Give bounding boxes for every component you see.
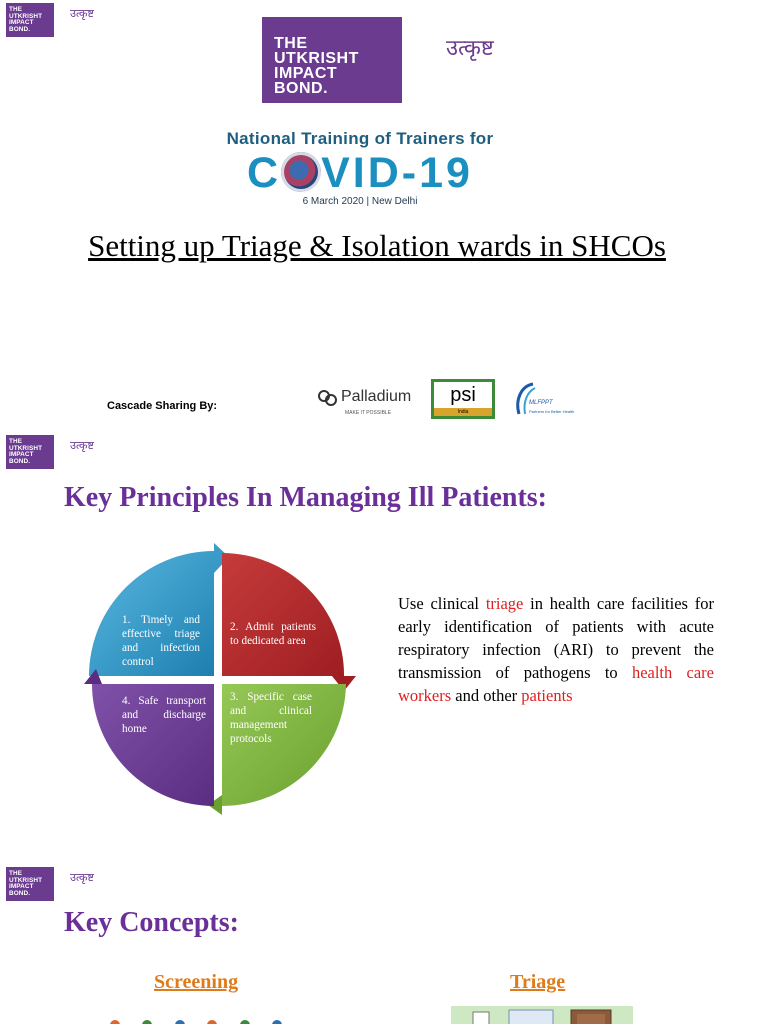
- para-highlight-hcw: health care workers: [398, 663, 714, 705]
- logo-line: UTKRISHT: [274, 50, 359, 67]
- palladium-logo: Palladium: [341, 388, 412, 405]
- utkrisht-logo-small: [6, 867, 54, 901]
- para-text: and other: [451, 686, 522, 705]
- logo-line: UTKRISHT: [9, 444, 43, 452]
- logo-line: IMPACT: [274, 65, 338, 82]
- logo-line: THE: [274, 35, 308, 52]
- logo-line: IMPACT: [9, 19, 34, 27]
- banner-date: 6 March 2020 | New Delhi: [302, 196, 418, 207]
- cycle-step-3: 3. Specific case and clinical management protocols: [230, 691, 312, 745]
- palladium-tagline: MAKE IT POSSIBLE: [345, 410, 392, 416]
- concept-screening: Screening: [154, 971, 239, 993]
- hindi-wordmark-large: उत्कृष्ट: [446, 36, 494, 61]
- hindi-wordmark: उत्कृष्ट: [70, 7, 94, 20]
- logo-line: UTKRISHT: [9, 12, 43, 20]
- slide-title: [0, 0, 768, 432]
- virus-icon: [281, 152, 321, 192]
- triage-room-icon: [451, 1006, 633, 1024]
- logo-line: BOND.: [9, 889, 31, 897]
- mlfppt-tagline: Partners for Better Health: [529, 409, 575, 414]
- logo-line: BOND.: [9, 25, 31, 33]
- banner-heading: National Training of Trainers for: [226, 129, 494, 148]
- hindi-wordmark: उत्कृष्ट: [70, 871, 94, 884]
- page-title: Setting up Triage & Isolation wards in SHCOs: [88, 228, 666, 263]
- logo-line: THE: [9, 870, 23, 877]
- person-icon: [272, 1020, 282, 1024]
- principles-cycle-diagram: [84, 543, 360, 815]
- logo-line: UTKRISHT: [9, 876, 43, 884]
- utkrisht-logo-small: [6, 435, 54, 469]
- logo-line: THE: [9, 438, 23, 445]
- logo-line: IMPACT: [9, 883, 34, 891]
- triage-description: [398, 592, 714, 707]
- banner-covid-wordmark: [167, 150, 553, 196]
- psi-india-bar: India: [434, 408, 492, 416]
- cycle-segments: [84, 543, 360, 815]
- cycle-step-4: 4. Safe transport and discharge home: [122, 695, 206, 735]
- hindi-wordmark: उत्कृष्ट: [70, 439, 94, 452]
- person-icon: [142, 1020, 152, 1024]
- person-icon: [240, 1020, 250, 1024]
- banner-vid19: VID-19: [321, 149, 473, 197]
- utkrisht-logo-large: [262, 17, 402, 103]
- concept-triage: Triage: [510, 971, 566, 993]
- banner-letter-c: C: [247, 149, 282, 197]
- slide-key-concepts: [0, 864, 768, 1024]
- logo-line: THE: [9, 6, 23, 13]
- mlfppt-wordmark: MLFPPT: [529, 400, 553, 406]
- logo-line: BOND.: [9, 457, 31, 465]
- para-text: in health care facilities for early identification of patients with acute respiratory infection (ARI) to prevent the transmission of pathogens to: [398, 594, 714, 682]
- psi-logo: [431, 379, 495, 419]
- cycle-segment-2: [222, 553, 344, 676]
- cycle-step-1: 1. Timely and effective triage and infection control: [122, 614, 200, 668]
- triage-illustration: [451, 1006, 633, 1024]
- person-icon: [110, 1020, 120, 1024]
- slide-key-principles: [0, 432, 768, 864]
- cascade-label: Cascade Sharing By:: [107, 400, 218, 412]
- cycle-step-2: 2. Admit patients to dedicated area: [230, 621, 316, 647]
- psi-wordmark: psi: [450, 384, 476, 406]
- para-highlight-patients: patients: [521, 686, 573, 705]
- logo-line: IMPACT: [9, 451, 34, 459]
- slide-heading: Key Principles In Managing Ill Patients:: [64, 482, 547, 513]
- person-icon: [207, 1020, 217, 1024]
- logo-line: BOND.: [274, 80, 329, 97]
- covid-training-banner: [167, 120, 553, 210]
- utkrisht-logo-small: [6, 3, 54, 37]
- para-highlight-triage: triage: [485, 594, 524, 613]
- person-icon: [175, 1020, 185, 1024]
- partner-logos: [315, 378, 590, 422]
- para-text: Use clinical: [398, 594, 486, 613]
- slide-heading: Key Concepts:: [64, 907, 239, 938]
